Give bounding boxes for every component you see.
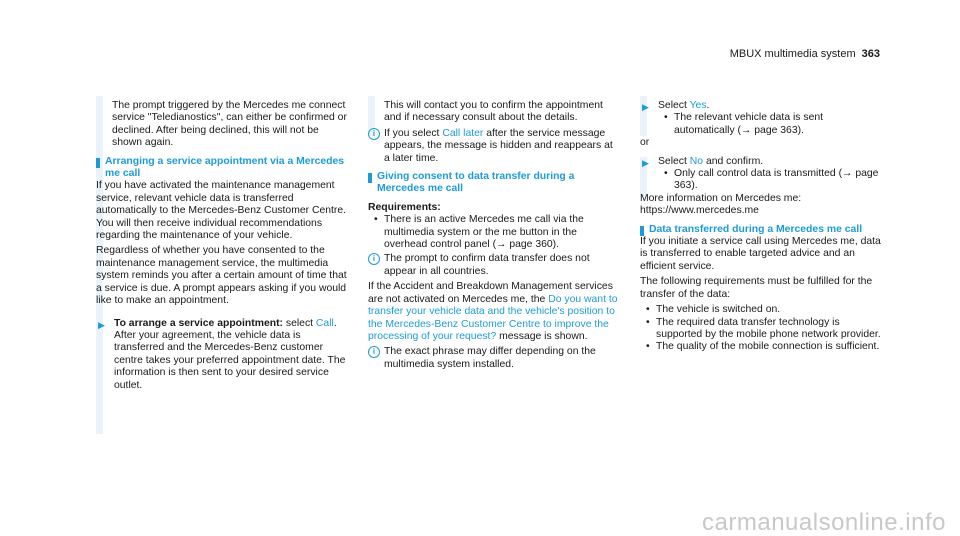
paragraph: The following requirements must be fulfilled for the transfer of the data:	[640, 276, 873, 300]
list-item	[658, 168, 886, 193]
bullet-icon: •	[646, 316, 650, 328]
section-title: MBUX multimedia system	[729, 48, 856, 60]
step	[96, 318, 348, 392]
info-text: after the service message appears, the message is hidden and reappears at a later time.	[384, 127, 613, 164]
list-item-text: The required data transfer technology is supported by the mobile phone network provider.	[656, 316, 881, 340]
info-icon: i	[368, 346, 380, 358]
info-icon: i	[368, 253, 380, 265]
list-item-text: The quality of the mobile connection is sufficient.	[656, 341, 880, 353]
paragraph	[368, 281, 620, 343]
list-item	[640, 341, 886, 353]
list-item-text: Only call control data is transmitted (→ page 363).	[674, 168, 879, 192]
list-item	[640, 304, 886, 316]
bullet-icon: •	[374, 214, 378, 226]
step-text: Select	[658, 100, 690, 111]
info-text: The prompt to confirm data transfer does not appear in all countries.	[384, 253, 590, 277]
heading-data-transferred: Data transferred during a Mercedes me call	[640, 224, 886, 236]
more-info-text: More information on Mercedes me: https://www.mercedes.me	[640, 192, 802, 217]
or-text: or	[640, 137, 650, 149]
info-note	[368, 346, 620, 371]
column-2	[368, 100, 620, 374]
column-1	[96, 100, 348, 392]
paragraph: This will contact you to confirm the appointment and if necessary consult about the details.	[384, 100, 603, 124]
intro-text: The prompt triggered by the Mercedes me connect service "Teledianostics", can either be confirmed or declined. After being declined, this will not be shown again.	[112, 100, 347, 149]
step-arrow-icon: ▶	[642, 157, 649, 168]
step-result: After your agreement, the vehicle data is transferred and the Mercedes-Benz customer centre takes your preferred appointment date. The information is then sent to your desired service outlet.	[114, 329, 346, 391]
heading-giving-consent: Giving consent to data transfer during a Mercedes me call	[368, 171, 620, 196]
step-label: To arrange a service appointment:	[114, 317, 283, 329]
paragraph-text: message is shown.	[496, 330, 588, 342]
list-item	[658, 112, 886, 137]
step-arrow-icon: ▶	[98, 319, 105, 330]
watermark-text: carmanualsonline.info	[702, 508, 946, 536]
paragraph: Regardless of whether you have consented to the maintenance management service, the multimedia system reminds you after a certain amount of time that a service is due. A prompt appears asking if you would like to make an appointment.	[96, 245, 347, 307]
list-item	[368, 214, 620, 251]
step	[640, 100, 886, 137]
heading-service-appointment: Arranging a service appointment via a Mercedes me call	[96, 156, 348, 181]
step-arrow-icon: ▶	[642, 102, 649, 112]
column-3	[640, 100, 886, 354]
paragraph: If you initiate a service call using Mercedes me, data is transferred to enable targeted advice and an efficient service.	[640, 236, 881, 272]
step-text: .	[706, 100, 710, 111]
step-text: Select	[658, 155, 690, 167]
bullet-icon: •	[646, 341, 650, 353]
list-item-text: The relevant vehicle data is sent automatically (→ page 363).	[674, 112, 824, 136]
list-item	[640, 317, 886, 342]
bullet-icon: •	[664, 168, 668, 180]
call-option[interactable]: Call	[315, 317, 334, 329]
step	[640, 156, 886, 193]
paragraph: If you have activated the maintenance management service, relevant vehicle data is transferred automatically to the Mercedes-Benz Customer Centre. You will then receive individual recommendations regarding the maintenance of your vehicle.	[96, 180, 347, 242]
bullet-icon: •	[664, 112, 668, 124]
no-option[interactable]: No	[689, 155, 704, 167]
info-note	[368, 253, 620, 278]
page-header	[730, 48, 880, 60]
list-item-text: There is an active Mercedes me call via the multimedia system or the me button in the overhead control panel (→ page 360).	[384, 214, 584, 251]
info-note	[368, 128, 620, 165]
requirements-label: Requirements:	[368, 201, 441, 213]
page-number: 363	[861, 48, 880, 60]
info-icon: i	[368, 128, 380, 140]
info-text: If you select	[384, 127, 443, 139]
step-text: and confirm.	[703, 155, 764, 167]
bullet-icon: •	[646, 304, 650, 316]
info-text: The exact phrase may differ depending on the multimedia system installed.	[384, 346, 596, 370]
paragraph-text: If the Accident and Breakdown Management services are not activated on Mercedes me, the	[368, 281, 613, 305]
yes-option[interactable]: Yes	[689, 100, 707, 111]
transfer-prompt-message: Do you want to transfer your vehicle data and the vehicle's position to the Mercedes-Benz Customer Centre to improve the processing of your request?	[368, 293, 618, 342]
list-item-text: The vehicle is switched on.	[656, 304, 781, 316]
step-text: select	[283, 317, 316, 329]
call-later-option[interactable]: Call later	[442, 127, 484, 139]
step-text: .	[333, 317, 337, 329]
